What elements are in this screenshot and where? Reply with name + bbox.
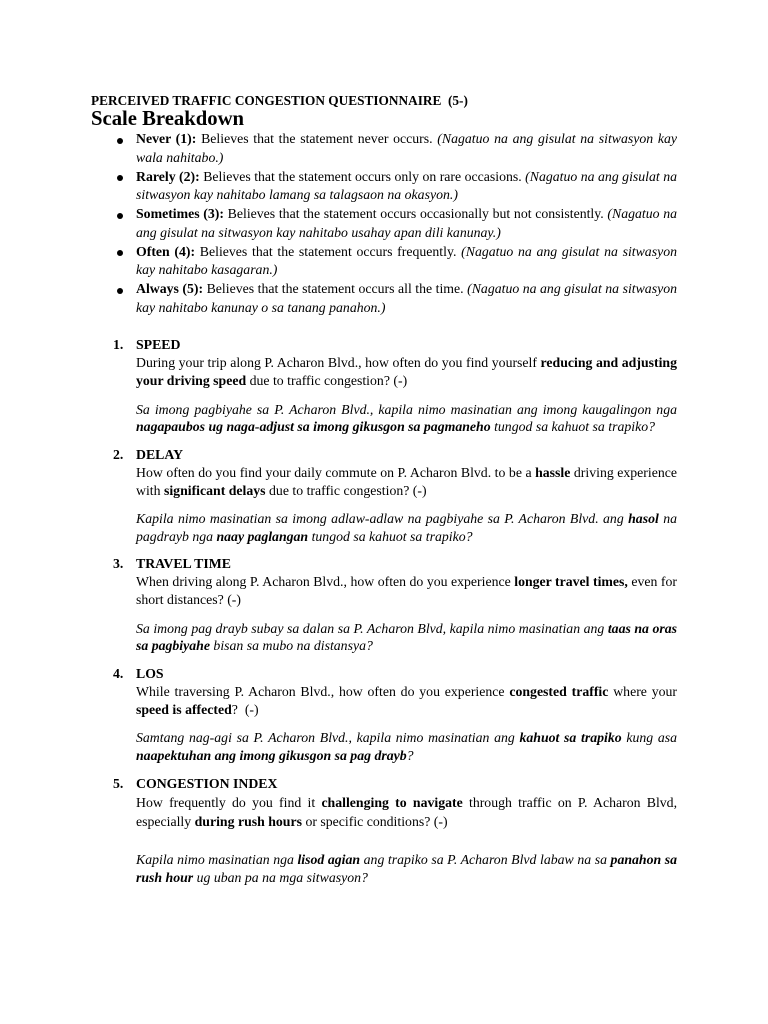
translation-emphasis: taas na oras sa pagbiyahe bbox=[136, 620, 677, 653]
translation-segment: kung asa bbox=[626, 730, 678, 745]
translation-segment: Sa imong pag drayb subay sa dalan sa P. Acharon Blvd, kapila nimo masinatian ang bbox=[136, 620, 605, 636]
scale-translation: (Nagatuo na ang gisulat na sitwasyon kay nahitabo lamang sa talagsaon na okasyon.) bbox=[136, 168, 677, 202]
translation-emphasis: panahon sa rush hour bbox=[136, 852, 684, 885]
translation-segment: Kapila nimo masinatian nga bbox=[136, 852, 294, 867]
scale-description: Believes that the statement occurs frequently. bbox=[199, 243, 457, 259]
question-text-segment: How often do you find your daily commute on P. Acharon Blvd. to be a bbox=[136, 464, 532, 480]
question-emphasis: longer travel times, bbox=[514, 574, 628, 589]
question-item-los bbox=[113, 665, 678, 765]
scale-description: Believes that the statement occurs only on rare occasions. bbox=[203, 168, 522, 184]
translation-emphasis: nagapaubos ug naga-adjust sa imong gikusgon sa pagmaneho bbox=[136, 419, 491, 434]
question-item-travel-time bbox=[113, 555, 677, 655]
question-translation bbox=[136, 510, 677, 545]
scale-item-always bbox=[136, 280, 677, 317]
question-text-segment: How frequently do you find it bbox=[136, 795, 316, 810]
scale-translation: (Nagatuo na ang gisulat na sitwasyon kay nahitabo usahay apan dili kanunay.) bbox=[136, 206, 678, 240]
question-text bbox=[136, 464, 677, 500]
question-number: 1. bbox=[113, 337, 124, 352]
translation-emphasis: lisod agian bbox=[297, 852, 361, 867]
question-emphasis: hassle bbox=[535, 464, 571, 480]
question-text-segment: through traffic on P. Acharon Blvd, especially bbox=[136, 795, 678, 829]
question-heading: TRAVEL TIME bbox=[136, 556, 231, 571]
scale-label: Never (1): bbox=[136, 131, 197, 146]
translation-segment: tungod sa kahuot sa trapiko? bbox=[311, 528, 473, 544]
question-text-segment: While traversing P. Acharon Blvd., how often do you experience bbox=[136, 683, 505, 699]
document-title: PERCEIVED TRAFFIC CONGESTION QUESTIONNAIRE (5-) bbox=[91, 93, 468, 108]
question-translation bbox=[136, 620, 677, 655]
scale-translation: (Nagatuo na ang gisulat na sitwasyon kay nahitabo kanunay o sa tanang panahon.) bbox=[136, 281, 677, 315]
translation-emphasis: kahuot sa trapiko bbox=[519, 730, 622, 745]
question-text bbox=[136, 683, 677, 719]
question-heading: DELAY bbox=[136, 446, 184, 462]
question-emphasis: reducing and adjusting your driving speed bbox=[136, 355, 677, 388]
question-emphasis: challenging to navigate bbox=[321, 795, 463, 810]
question-emphasis: during rush hours bbox=[194, 814, 302, 829]
question-text-segment: due to traffic congestion? (-) bbox=[269, 482, 427, 498]
question-text-segment: where your bbox=[613, 683, 678, 699]
question-emphasis: congested traffic bbox=[509, 683, 609, 699]
question-translation bbox=[136, 729, 677, 764]
translation-segment: Kapila nimo masinatian sa imong adlaw-adlaw na pagbiyahe sa P. Acharon Blvd. ang bbox=[136, 511, 624, 526]
translation-segment: Sa imong pagbiyahe sa P. Acharon Blvd., kapila nimo masinatian ang imong kaugalingon nga bbox=[136, 401, 677, 417]
question-emphasis: significant delays bbox=[163, 482, 266, 498]
question-translation bbox=[136, 401, 677, 436]
scale-label: Rarely (2): bbox=[136, 168, 200, 184]
question-text-segment: due to traffic congestion? (-) bbox=[249, 373, 408, 388]
question-text-segment: During your trip along P. Acharon Blvd., how often do you find yourself bbox=[136, 355, 537, 370]
question-heading-row bbox=[113, 555, 677, 573]
bullet-icon bbox=[117, 288, 123, 294]
translation-segment: ug uban pa na mga sitwasyon? bbox=[196, 869, 368, 885]
translation-emphasis: hasol bbox=[628, 511, 659, 526]
question-heading-row bbox=[113, 775, 677, 793]
translation-segment: bisan sa mubo na distansya? bbox=[213, 638, 373, 653]
question-text-segment: or specific conditions? (-) bbox=[305, 814, 448, 829]
question-text-segment: driving experience with bbox=[136, 464, 677, 498]
question-number: 2. bbox=[113, 446, 124, 462]
translation-segment: ? bbox=[406, 747, 414, 763]
question-heading: CONGESTION INDEX bbox=[136, 776, 278, 791]
bullet-icon bbox=[117, 250, 123, 256]
scale-description: Believes that the statement never occurs. bbox=[201, 131, 433, 146]
question-text-segment: even for short distances? (-) bbox=[136, 574, 677, 607]
translation-segment: ang trapiko sa P. Acharon Blvd labaw na sa bbox=[363, 852, 607, 867]
scale-label: Always (5): bbox=[136, 281, 204, 296]
question-emphasis: speed is affected bbox=[136, 701, 232, 717]
question-number: 5. bbox=[113, 776, 124, 791]
scale-translation: (Nagatuo na ang gisulat na sitwasyon kay wala nahitabo.) bbox=[136, 131, 678, 165]
question-heading: SPEED bbox=[136, 337, 181, 352]
scale-label: Often (4): bbox=[136, 243, 196, 259]
question-item-congestion-index bbox=[113, 775, 684, 886]
bullet-icon bbox=[117, 138, 123, 144]
translation-segment: Samtang nag-agi sa P. Acharon Blvd., kapila nimo masinatian ang bbox=[136, 730, 515, 745]
scale-item-rarely bbox=[136, 168, 677, 205]
scale-item-never bbox=[136, 130, 677, 167]
scale-description: Believes that the statement occurs occasionally but not consistently. bbox=[227, 206, 604, 221]
question-heading-row bbox=[113, 446, 677, 464]
translation-emphasis: naay paglangan bbox=[216, 528, 309, 544]
scale-list bbox=[91, 130, 677, 317]
document-page bbox=[91, 92, 684, 886]
question-number: 3. bbox=[113, 556, 124, 571]
translation-emphasis: naapektuhan ang imong gikusgon sa pag drayb bbox=[136, 747, 407, 763]
question-item-speed bbox=[113, 336, 677, 436]
scale-breakdown-heading: Scale Breakdown bbox=[91, 108, 245, 130]
question-text bbox=[136, 354, 677, 390]
question-translation bbox=[136, 851, 684, 886]
question-heading-row bbox=[113, 665, 677, 683]
question-number: 4. bbox=[113, 665, 124, 681]
bullet-icon bbox=[117, 213, 123, 219]
scale-translation: (Nagatuo na ang gisulat na sitwasyon kay nahitabo kasagaran.) bbox=[136, 243, 677, 277]
translation-segment: tungod sa kahuot sa trapiko? bbox=[494, 419, 656, 434]
question-item-delay bbox=[113, 446, 677, 546]
question-text bbox=[136, 573, 677, 609]
question-text bbox=[136, 793, 677, 831]
scale-item-often bbox=[136, 243, 677, 280]
scale-description: Believes that the statement occurs all the time. bbox=[206, 281, 464, 296]
scale-item-sometimes bbox=[136, 205, 677, 242]
question-text-segment: When driving along P. Acharon Blvd., how often do you experience bbox=[136, 574, 511, 589]
bullet-icon bbox=[117, 175, 123, 181]
scale-label: Sometimes (3): bbox=[136, 206, 224, 221]
question-text-segment: ? (-) bbox=[231, 701, 259, 717]
translation-segment: na pagdrayb nga bbox=[136, 511, 677, 544]
question-heading: LOS bbox=[136, 665, 164, 681]
question-list bbox=[91, 336, 684, 886]
question-heading-row bbox=[113, 336, 677, 354]
